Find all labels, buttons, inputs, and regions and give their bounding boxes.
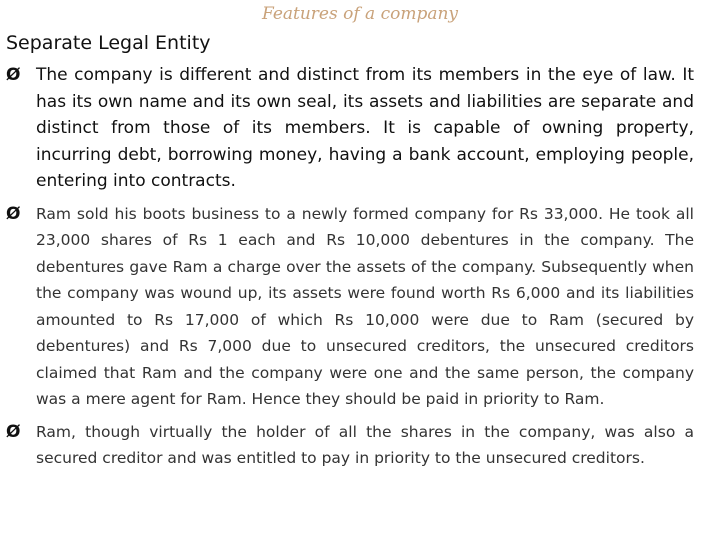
slide-title: Features of a company (261, 4, 459, 24)
bullet-item-example-case (6, 201, 694, 413)
bullet-list (6, 62, 694, 478)
bullet-text: Ram sold his boots business to a newly formed company for Rs 33,000. He took all 23,000 shares of Rs 1 each and Rs 10,000 debentures in the company. The debentures gave Ram a charge over the assets of the company. Subsequently when the company was wound up, its assets were found worth Rs 6,000 and its liabilities amounted to Rs 17,000 of which Rs 10,000 were due to Ram (secured by debentures) and Rs 7,000 due to unsecured creditors, the unsecured creditors claimed that Ram and the company were one and the same person, the company was a mere agent for Ram. Hence they should be paid in priority to Ram. (36, 204, 694, 408)
bullet-text: The company is different and distinct from its members in the eye of law. It has its own name and its own seal, its assets and liabilities are separate and distinct from those of its members. It is capable of owning property, incurring debt, borrowing money, having a bank account, employing people, entering into contracts. (36, 65, 694, 191)
bullet-item-ruling (6, 419, 694, 472)
arrow-bullet-icon: Ø (6, 421, 21, 442)
bullet-text: Ram, though virtually the holder of all the shares in the company, was also a secured creditor and was entitled to pay in priority to the unsecured creditors. (36, 422, 694, 467)
section-heading: Separate Legal Entity (6, 32, 211, 54)
arrow-bullet-icon: Ø (6, 203, 21, 224)
arrow-bullet-icon: Ø (6, 65, 21, 85)
bullet-item-definition (6, 62, 694, 195)
